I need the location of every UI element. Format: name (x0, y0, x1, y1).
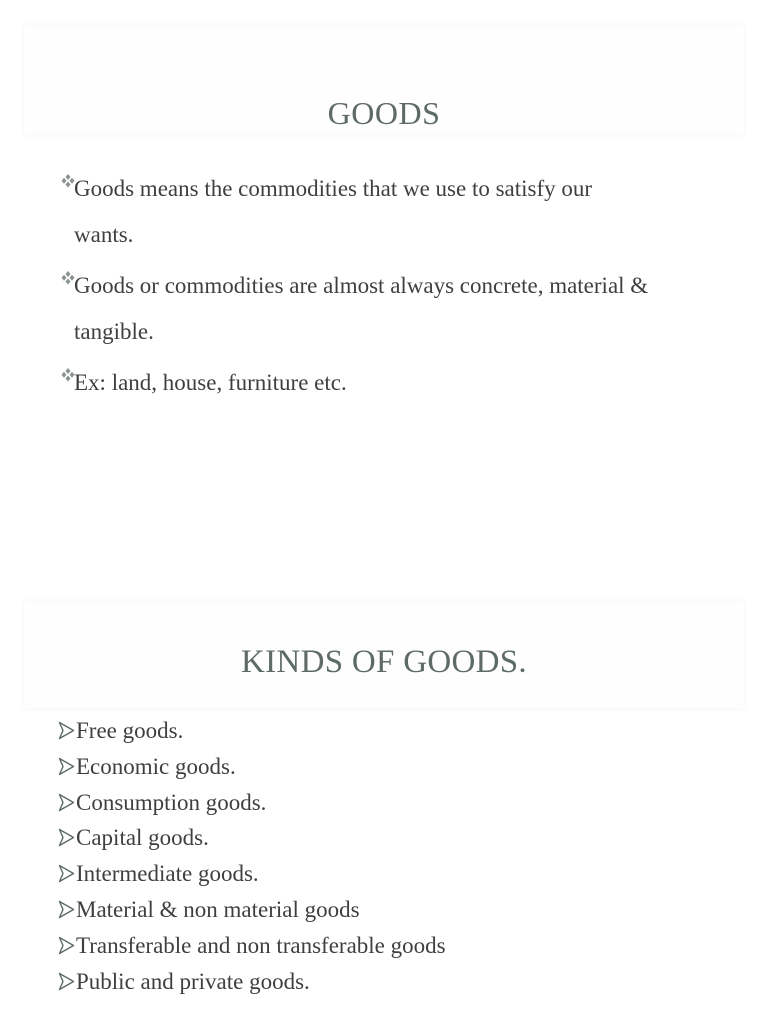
bullet-text-line-1: Goods means the commodities that we use to satisfy our (74, 176, 593, 201)
list-item-text: Public and private goods. (76, 968, 310, 994)
list-item-text: Capital goods. (76, 825, 209, 851)
list-item-text: Economic goods. (76, 753, 236, 779)
list-item-text: Material & non material goods (76, 896, 360, 922)
arrowhead-icon (58, 936, 75, 955)
list-item (58, 360, 738, 406)
slide-title: KINDS OF GOODS. (241, 644, 527, 680)
list-item (58, 856, 738, 892)
four-diamond-icon (58, 263, 78, 299)
bullet-text-line-2: wants. (74, 222, 134, 247)
list-item (58, 964, 738, 1000)
slide-goods (0, 0, 768, 500)
arrowhead-icon (58, 900, 75, 919)
list-item (58, 713, 738, 749)
list-item (58, 892, 738, 928)
slide-title: GOODS (327, 95, 441, 131)
list-item-text: Free goods. (76, 718, 184, 743)
bullet-text-line-2: tangible. (74, 319, 154, 344)
list-item (58, 166, 738, 258)
list-item (58, 785, 738, 821)
bullet-text-line-1: Goods or commodities are almost always concrete, material & (74, 273, 649, 298)
title-placeholder (24, 26, 744, 134)
list-item (58, 749, 738, 785)
bullet-list (58, 713, 738, 999)
title-placeholder (24, 602, 744, 708)
arrowhead-icon (58, 757, 75, 776)
list-item-text: Transferable and non transferable goods (76, 932, 446, 958)
bullet-text-line-1: Ex: land, house, furniture etc. (74, 370, 347, 395)
slide-kinds-of-goods (0, 592, 768, 1024)
four-diamond-icon (58, 360, 78, 396)
arrowhead-icon (58, 864, 75, 883)
four-diamond-icon (58, 166, 78, 202)
arrowhead-icon (58, 972, 75, 991)
arrowhead-icon (58, 721, 75, 740)
list-item (58, 928, 738, 964)
list-item (58, 820, 738, 856)
arrowhead-icon (58, 793, 75, 812)
list-item-text: Consumption goods. (76, 789, 267, 815)
arrowhead-icon (58, 828, 75, 847)
list-item-text: Intermediate goods. (76, 861, 259, 887)
bullet-list (58, 166, 738, 411)
list-item (58, 263, 738, 355)
